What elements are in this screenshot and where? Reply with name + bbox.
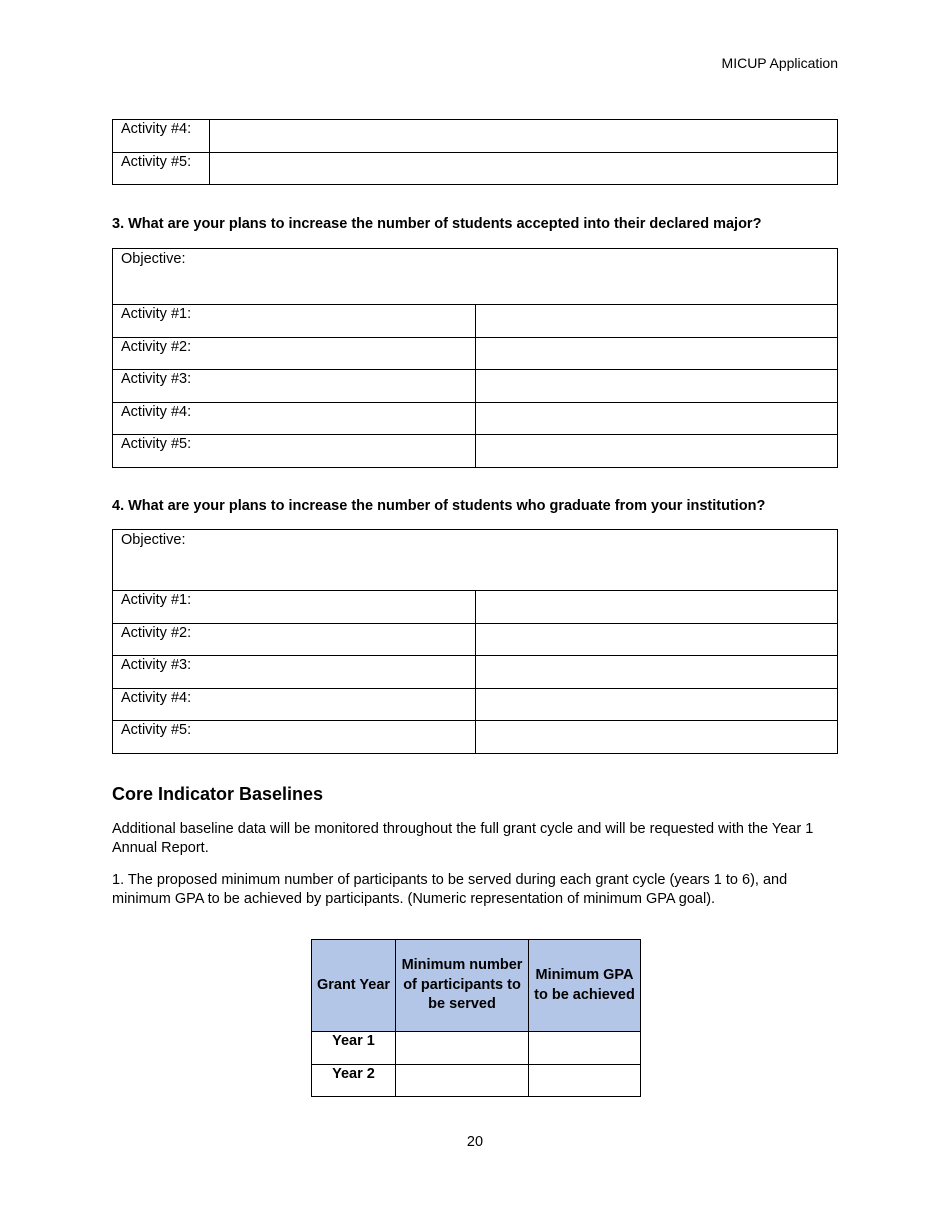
participants-field[interactable]: [396, 1032, 529, 1065]
activity-label: Activity #4:: [113, 402, 476, 435]
objective-row: [113, 249, 838, 305]
activity-field[interactable]: [475, 435, 838, 468]
table-row: [113, 305, 838, 338]
table-row: [113, 337, 838, 370]
table-row: [113, 721, 838, 754]
activity-field[interactable]: [475, 305, 838, 338]
activity-field[interactable]: [475, 337, 838, 370]
activity-field[interactable]: [475, 370, 838, 403]
activity-field[interactable]: [475, 591, 838, 624]
activity-field[interactable]: [210, 120, 838, 153]
year-cell: Year 2: [312, 1064, 396, 1097]
table-row: [113, 370, 838, 403]
objective-row: [113, 530, 838, 591]
activity-field[interactable]: [475, 623, 838, 656]
activity-label: Activity #5:: [113, 435, 476, 468]
q4-table: [112, 529, 838, 754]
page-number: 20: [466, 1134, 484, 1150]
activity-label: Activity #3:: [113, 656, 476, 689]
table-row: [113, 656, 838, 689]
objective-label: Objective:: [121, 251, 186, 267]
year-cell: Year 1: [312, 1032, 396, 1065]
activity-label: Activity #4:: [113, 120, 210, 153]
activity-field[interactable]: [475, 721, 838, 754]
activity-label: Activity #2:: [113, 623, 476, 656]
activity-label: Activity #3:: [113, 370, 476, 403]
participants-field[interactable]: [396, 1064, 529, 1097]
document-header: MICUP Application: [721, 55, 838, 71]
activity-label: Activity #5:: [113, 152, 210, 185]
table-row: [312, 1032, 641, 1065]
gpa-field[interactable]: [529, 1032, 641, 1065]
baseline-table: [311, 939, 641, 1097]
col-header-min-participants: Minimum number of participants to be served: [396, 940, 529, 1032]
activity-label: Activity #4:: [113, 688, 476, 721]
activity-label: Activity #1:: [113, 591, 476, 624]
section-heading: Core Indicator Baselines: [112, 784, 324, 804]
table-row: [113, 688, 838, 721]
question-4: 4. What are your plans to increase the number of students who graduate from your institution?: [112, 498, 766, 514]
table-row: [113, 623, 838, 656]
table-header-row: [312, 940, 641, 1032]
table-row: [113, 120, 838, 153]
activity-field[interactable]: [475, 656, 838, 689]
continued-activity-table: [112, 119, 838, 185]
objective-field[interactable]: [113, 249, 838, 305]
item-1-paragraph: 1. The proposed minimum number of participants to be served during each grant cycle (years 1 to 6), and minimum GPA to be achieved by participants. (Numeric representation of minimum GPA goal).: [112, 872, 788, 907]
activity-label: Activity #5:: [113, 721, 476, 754]
activity-label: Activity #2:: [113, 337, 476, 370]
col-header-min-gpa: Minimum GPA to be achieved: [529, 940, 641, 1032]
activity-field[interactable]: [210, 152, 838, 185]
question-3: 3. What are your plans to increase the number of students accepted into their declared major?: [112, 216, 762, 232]
activity-field[interactable]: [475, 402, 838, 435]
activity-field[interactable]: [475, 688, 838, 721]
objective-field[interactable]: [113, 530, 838, 591]
table-row: [113, 152, 838, 185]
table-row: [113, 402, 838, 435]
intro-paragraph: Additional baseline data will be monitored throughout the full grant cycle and will be requested with the Year 1 Annual Report.: [112, 821, 814, 856]
table-row: [312, 1064, 641, 1097]
table-row: [113, 591, 838, 624]
activity-label: Activity #1:: [113, 305, 476, 338]
q3-table: [112, 248, 838, 468]
col-header-grant-year: Grant Year: [312, 940, 396, 1032]
gpa-field[interactable]: [529, 1064, 641, 1097]
objective-label: Objective:: [121, 532, 186, 548]
table-row: [113, 435, 838, 468]
